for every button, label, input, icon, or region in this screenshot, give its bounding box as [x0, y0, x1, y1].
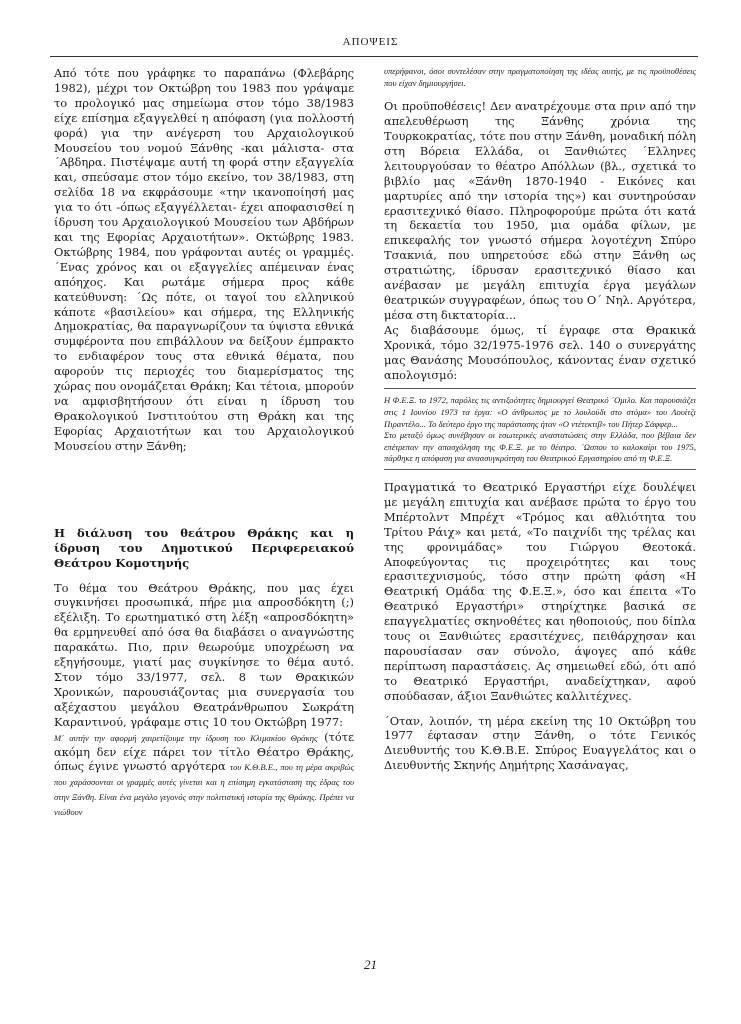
right-paragraph-3: Πραγματικά το Θεατρικό Εργαστήρι είχε δουλέψει με μεγάλη επιτυχία και ανέβασε πρώτα το έργο του Μπέρτολντ Μπρέχτ «Τρόμος και αθλιότητα του Τρίτου Ράιχ» και μετά, «Το παιχνίδι της τρέλας και της φρονιμάδας» του Γιώργου Θεοτοκά. Αποφεύγοντας τις προχειρότητες και τους ερασιτεχνισμούς, τόσο στην πρώτη φάση «Η Θεατρική Ομάδα της Φ.Ε.Ξ.», όσο και έπειτα «Το Θεατρικό Εργαστήρι» στηρίχτηκε βασικά σε επαγγελματίες σκηνοθέτες και ηθοποιούς, που δίπλα τους οι Ξανθιώτες ερασιτέχνες, πειθάρχησαν και παρουσίασαν σαν σύνολο, άψογες από κάθε περίπτωση παραστάσεις. Ας σημειωθεί εδώ, ότι από το Θεατρικό Εργαστήρι, αναδείχτηκαν, αφού σπούδασαν, άξιοι Ξανθιώτες καλλιτέχνες.	[384, 479, 696, 703]
right-column	[384, 66, 696, 773]
page-number: 21	[364, 957, 377, 972]
header-rule	[50, 56, 698, 57]
right-paragraph-4: ´Οταν, λοιπόν, τη μέρα εκείνη της 10 Οκτώβρη του 1977 έφτασαν στην Ξάνθη, ο τότε Γενικός Διευθυντής του Κ.Θ.Β.Ε. Σπύρος Ευαγγελάτος και ο Διευθυντής Σκηνής Δημήτρης Χασάναγας,	[384, 713, 696, 773]
quote-part-3: του Κ.Θ.Β.Ε., που τη μέρα ακριβώς που χαράσσονται οι γραμμές αυτές γίνεται και η επίσημη εγκατάσταση της έδρας του στην Ξάνθη. Είναι ένα μεγάλο γεγονός στην πολιτιστική ιστορία της Θράκης. Πρέπει να νιώθουν	[54, 762, 354, 818]
citation-text-2: Στο μεταξύ όμως συνέβησαν οι εσωτερικές αναστατώσεις στην Ελλάδα, που βέβαια δεν επέτρεπαν την απασχόληση της Φ.Ε.Ξ. με το θέατρο. ´Ωσπου το καλοκαίρι του 1975, πάρθηκε η απόφαση για αναασυγκρότηση του Θεατρικού Εργαστηρίου από τη Φ.Ε.Ξ.	[384, 430, 696, 464]
left-quote	[54, 730, 354, 819]
citation-text-1: Η Φ.Ε.Ξ. το 1972, παρόλες τις αντιξοότητες δημιουργεί Θεατρικό ´Ομιλο. Και παρουσιάζει στις 1 Ιουνίου 1973 τα έργα: «Ο άνθρωπος με το λουλούδι στο στόμα» του Λουίτζι Πιραντέλο... Το δεύτερο έργο της παράστασης ήταν «Ο ντέτεκτιβ» του Πήτερ Σάφφερ...	[384, 395, 696, 429]
left-paragraph-2: Το θέμα του Θεάτρου Θράκης, που μας έχει συγκινήσει προσωπικά, πήρε μια απροσδόκητη (;) εξέλιξη. Το ερωτηματικό στη λέξη «απροσδόκητη» θα ερμηνευθεί από όσα θα διαβάσει ο αναγνώστης παρακάτω. Πιο, πριν θεωρούμε υποχρέωση να εξηγήσουμε, γιατί μας συγκίνησε το θέμα αυτό. Στον τόμο 33/1977, σελ. 8 των Θρακικών Χρονικών, παρουσιάζοντας μια συνεργασία του αξέχαστου μεγάλου Θεατράνθρωπου Σωκράτη Καραντινού, γράφαμε στις 10 του Οκτώβρη 1977:	[54, 580, 354, 729]
left-paragraph-1: Από τότε που γράφηκε το παραπάνω (Φλεβάρης 1982), μέχρι τον Οκτώβρη του 1983 που γράψαμε το προλογικό μας σημείωμα στον τόμο 38/1983 είχε επίσημα εξαγγελθεί η απόφαση (για πολλοστή φορά) για την ανέγερση του Αρχαιολογικού Μουσείου του νομού Ξάνθης -και μάλιστα- στα ´Αβδηρα. Πιστέψαμε αυτή τη φορά στην εξαγγελία και, σπεύσαμε στον τόμο εκείνο, τον 38/1983, στη σελίδα 18 να εκφράσουμε «την ικανοποίησή μας για το ότι -όπως εξαγγέλλεται- έχει αποφασισθεί η ίδρυση του Αρχαιολογικού Μουσείου των Αβδήρων και της Εφορίας Αρχαιοτήτων». Οκτώβρης 1983. Οκτώβρης 1984, που γράφονται αυτές οι γραμμές. ´Ενας χρόνος και οι εξαγγελίες απέμειναν ένας απόηχος. Και ρωτάμε σήμερα προς κάθε κατεύθυνση: ´Ως πότε, οι ταγοί του ελληνικού κάποτε «βασιλείου» και σήμερα, της Ελληνικής Δημοκρατίας, θα παραγνωρίζουν τα ύψιστα εθνικά συμφέροντα που επιβάλλουν να δείξουν έμπρακτο το ενδιαφέρον τους στα εθνικά θέματα, που αφορούν τις περιοχές του διαμερίσματος της χώρας που ονομάζεται Θράκη; Και τέτοια, μπορούν να αμφισβητήσουν ότι είναι η ίδρυση του Θρακολογικού Ινστιτούτου στη Θράκη και της Εφορίας Αρχαιοτήτων και του Αρχαιολογικού Μουσείου στην Ξάνθη;	[54, 66, 354, 453]
running-header: ΑΠΟΨΕΙΣ	[342, 36, 399, 48]
citation-block	[384, 388, 696, 470]
section-heading: Η διάλυση του θεάτρου Θράκης και η ίδρυση του Δημοτικού Περιφερειακού Θεάτρου Κομοτηνής	[54, 525, 354, 570]
quote-continuation: υπερήφανοι, όσοι συντελέσαν στην πραγματοποίηση της ιδέας αυτής, με τις προϋποθέσεις που είχαν δημιουργήσει.	[384, 66, 696, 88]
right-paragraph-1: Οι προϋποθέσεις! Δεν ανατρέχουμε στα πριν από την απελευθέρωση της Ξάνθης χρόνια της Τουρκοκρατίας, τότε που στην Ξάνθη, μοναδική πόλη στη Βόρεια Ελλάδα, οι Ξανθιώτες ´Ελληνες λειτουργούσαν το θέατρο Απόλλων (βλ., σχετικά το βιβλίο μας «Ξάνθη 1870-1940 - Εικόνες και μαρτυρίες από την ιστορία της») και συντηρούσαν ερασιτεχνικό θίασο. Πληροφορούμε πρώτα ότι κατά τη δεκαετία του 1950, μια ομάδα φίλων, με επικεφαλής τον γνωστό σήμερα λογοτέχνη Σπύρο Τσακνιά, που υπηρετούσε εδώ στην Ξάνθη ως στρατιώτης, ίδρυσαν ερασιτεχνικό θίασο και ανέβασαν με μεγάλη επιτυχία έργα μεγάλων θεατρικών συγγραφέων, όπως του Ο´ Νηλ. Αργότερα, μέσα στη δικτατορία...	[384, 99, 696, 322]
quote-part-1: Μ´ αυτήν την αφορμή χαιρετίζουμε την ίδρυση του Κλιμακίου Θράκης	[54, 732, 318, 743]
right-paragraph-2: Ας διαβάσουμε όμως, τί έγραφε στα Θρακικά Χρονικά, τόμο 32/1975-1976 σελ. 140 ο συνεργάτης μας Θανάσης Μουσόπουλος, κάνοντας έναν σχετικό απολογισμό:	[384, 322, 696, 382]
quote-part-2: (τότε ακόμη δεν είχε πάρει τον τίτλο Θέατρο Θράκης, όπως έγινε γνωστό αργότερα	[54, 729, 354, 774]
left-column	[54, 66, 354, 819]
